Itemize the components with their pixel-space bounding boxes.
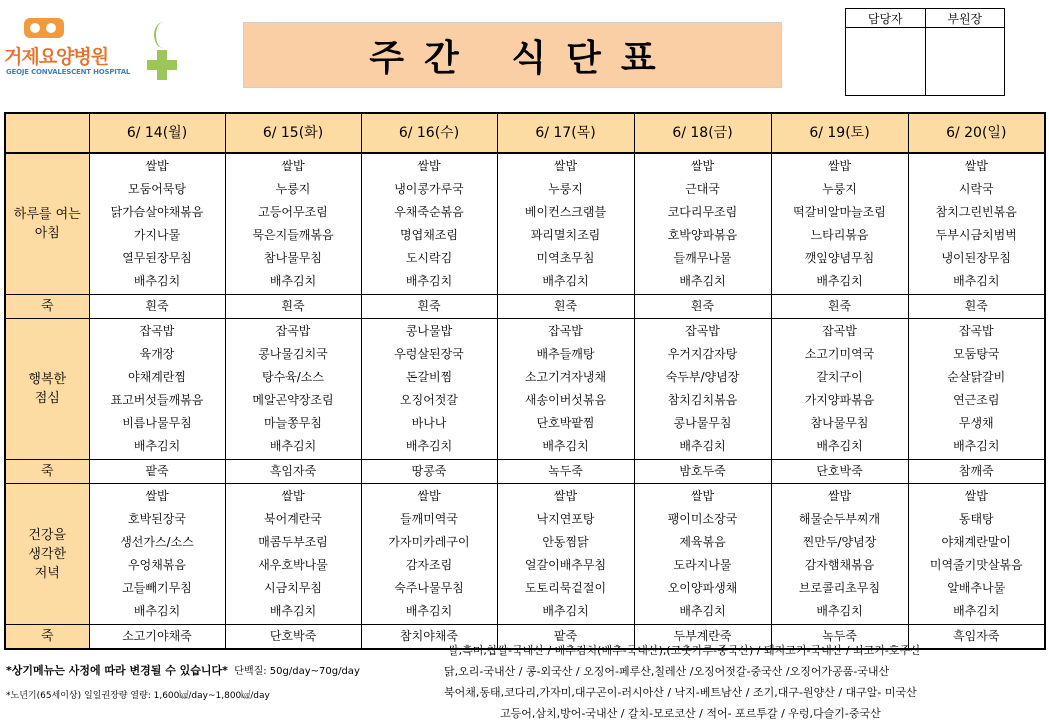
sprout-icon bbox=[154, 22, 172, 48]
dish-item: 도라지나물 bbox=[673, 558, 732, 572]
dish-item: 낙지연포탕 bbox=[536, 512, 595, 526]
dish-item: 배추김치 bbox=[953, 274, 1000, 288]
breakfast-juk-cell: 흰죽 bbox=[225, 295, 361, 319]
origin-line: 북어채,동태,코다리,가자미,대구곤이-러시아산 / 낙지-베트남산 / 조기,대구-원양산 / 대구알- 미국산 bbox=[444, 686, 917, 699]
dish-item: 우채죽순볶음 bbox=[394, 205, 464, 219]
dish-item: 쌀밥 bbox=[690, 489, 715, 503]
dish-item: 근대국 bbox=[685, 182, 720, 196]
dish-item: 동태탕 bbox=[958, 512, 994, 526]
dish-item: 도토리묵겉절이 bbox=[524, 581, 607, 595]
dish-item: 배추들깨탕 bbox=[536, 347, 595, 361]
dish-item: 배추김치 bbox=[953, 439, 1000, 453]
dinner-juk-label: 죽 bbox=[5, 625, 89, 650]
dish-item: 냉이콩가루국 bbox=[394, 182, 464, 196]
dish-item: 생선가스/소스 bbox=[120, 535, 194, 549]
dish-item: 배추김치 bbox=[269, 439, 317, 453]
dish-item: 누룽지 bbox=[275, 182, 311, 196]
breakfast-juk-row bbox=[5, 295, 1045, 319]
lunch-juk-cell: 팥죽 bbox=[89, 460, 225, 484]
dish-item: 쌀밥 bbox=[281, 489, 305, 503]
lunch-cell bbox=[634, 319, 771, 460]
dish-item: 참나물무침 bbox=[810, 416, 869, 430]
dish-item: 두부시금치범벅 bbox=[935, 228, 1017, 242]
dish-item: 비름나물무침 bbox=[122, 416, 192, 430]
lunch-label: 행복한 점심 bbox=[5, 319, 89, 460]
dish-item: 팽이미소장국 bbox=[667, 512, 738, 526]
dish-item: 냉이된장무침 bbox=[941, 251, 1012, 265]
dish-item: 야채계란말이 bbox=[941, 535, 1012, 549]
dish-item: 잡곡밥 bbox=[139, 324, 175, 338]
breakfast-cell bbox=[771, 153, 908, 295]
dish-item: 우렁살된장국 bbox=[394, 347, 464, 361]
dish-item: 찐만두/양념장 bbox=[802, 535, 877, 549]
dish-item: 미역줄기맛살볶음 bbox=[929, 558, 1023, 572]
dish-item: 가지양파볶음 bbox=[804, 393, 875, 407]
dish-item: 묵은지들깨볶음 bbox=[252, 228, 334, 242]
origin-line: 쌀,흑미,찹쌀-국내산 / 배추김치(배추-국내산),(고춧가루-중국산) / 돼지고기-국내산 / 쇠고기-호주산 bbox=[448, 644, 921, 657]
logo-name: 거제요양병원 bbox=[4, 46, 109, 68]
dinner-juk-cell: 녹두죽 bbox=[771, 625, 908, 650]
dish-item: 시금치무침 bbox=[264, 581, 322, 595]
dish-item: 모둠탕국 bbox=[953, 347, 1000, 361]
dish-item: 육개장 bbox=[139, 347, 175, 361]
dish-item: 배추김치 bbox=[816, 274, 863, 288]
dish-item: 잡곡밥 bbox=[548, 324, 583, 338]
lunch-row bbox=[5, 319, 1045, 460]
approval-label-manager: 담당자 bbox=[846, 9, 926, 28]
dish-item: 가자미카레구이 bbox=[388, 535, 470, 549]
dish-item: 참나물무침 bbox=[264, 251, 322, 265]
dish-item: 새송이버섯볶음 bbox=[524, 393, 607, 407]
dish-item: 바나나 bbox=[411, 416, 447, 430]
dish-item: 호박양파볶음 bbox=[667, 228, 738, 242]
dish-item: 고들빼기무침 bbox=[122, 581, 192, 595]
dish-item: 쌀밥 bbox=[964, 159, 988, 173]
dish-item: 잡곡밥 bbox=[958, 324, 994, 338]
dish-item: 배추김치 bbox=[542, 439, 589, 453]
dish-item: 순살닭갈비 bbox=[947, 370, 1006, 384]
dish-item: 명엽채조림 bbox=[400, 228, 458, 242]
dish-item: 안동찜닭 bbox=[542, 535, 589, 549]
dish-item: 쌀밥 bbox=[690, 159, 715, 173]
breakfast-row bbox=[5, 153, 1045, 295]
lunch-cell bbox=[361, 319, 497, 460]
origin-info bbox=[432, 640, 1047, 723]
dish-item: 배추김치 bbox=[405, 439, 453, 453]
dish-item: 배추김치 bbox=[679, 604, 726, 618]
dish-item: 쌀밥 bbox=[417, 489, 441, 503]
dish-item: 마늘쫑무침 bbox=[264, 416, 322, 430]
dish-item: 잡곡밥 bbox=[822, 324, 857, 338]
dish-item: 배추김치 bbox=[542, 604, 589, 618]
logo-mark-icon bbox=[24, 18, 64, 38]
dish-item: 돈갈비찜 bbox=[405, 370, 453, 384]
header-row bbox=[5, 113, 1045, 153]
dish-item: 단호박팥찜 bbox=[536, 416, 595, 430]
dish-item: 배추김치 bbox=[133, 439, 181, 453]
breakfast-cell bbox=[497, 153, 634, 295]
dish-item: 쌀밥 bbox=[281, 159, 305, 173]
lunch-juk-cell: 밤호두죽 bbox=[634, 460, 771, 484]
dish-item: 열무된장무침 bbox=[122, 251, 192, 265]
dish-item: 도시락김 bbox=[405, 251, 453, 265]
lunch-juk-cell: 흑임자죽 bbox=[225, 460, 361, 484]
dish-item: 시락국 bbox=[958, 182, 994, 196]
dinner-cell bbox=[497, 484, 634, 625]
weekly-menu-table bbox=[4, 112, 1046, 650]
dish-item: 잡곡밥 bbox=[275, 324, 311, 338]
dish-item: 콩나물밥 bbox=[405, 324, 453, 338]
dish-item: 들깨미역국 bbox=[400, 512, 458, 526]
lunch-juk-label: 죽 bbox=[5, 460, 89, 484]
dish-item: 배추김치 bbox=[405, 604, 453, 618]
breakfast-juk-label: 죽 bbox=[5, 295, 89, 319]
dish-item: 북어계란국 bbox=[264, 512, 322, 526]
dish-item: 베이컨스크램블 bbox=[524, 205, 607, 219]
dish-item: 표고버섯들깨볶음 bbox=[110, 393, 204, 407]
dish-item: 쌀밥 bbox=[827, 489, 852, 503]
dish-item: 숙주나물무침 bbox=[394, 581, 464, 595]
dish-item: 감자햄채볶음 bbox=[804, 558, 875, 572]
dish-item: 배추김치 bbox=[953, 604, 1000, 618]
dish-item: 탕수육/소스 bbox=[261, 370, 324, 384]
page-title: 주간 식단표 bbox=[369, 37, 676, 79]
approval-sign-manager[interactable] bbox=[846, 28, 926, 96]
lunch-juk-cell: 단호박죽 bbox=[771, 460, 908, 484]
dish-item: 꽈리멸치조림 bbox=[530, 228, 601, 242]
dish-item: 미역초무침 bbox=[536, 251, 595, 265]
logo-subtitle: GEOJE CONVALESCENT HOSPITAL bbox=[6, 68, 131, 76]
dish-item: 쌀밥 bbox=[417, 159, 441, 173]
header-corner bbox=[5, 113, 89, 153]
dish-item: 얼갈이배추무침 bbox=[524, 558, 607, 572]
dish-item: 감자조림 bbox=[405, 558, 453, 572]
dish-item: 배추김치 bbox=[405, 274, 453, 288]
dish-item: 연근조림 bbox=[953, 393, 1000, 407]
lunch-juk-cell: 참깨죽 bbox=[908, 460, 1045, 484]
dish-item: 떡갈비알마늘조림 bbox=[793, 205, 886, 219]
dish-item: 잡곡밥 bbox=[685, 324, 720, 338]
dish-item: 누룽지 bbox=[548, 182, 583, 196]
dish-item: 배추김치 bbox=[679, 274, 726, 288]
dinner-row bbox=[5, 484, 1045, 625]
dinner-juk-cell: 흑임자죽 bbox=[908, 625, 1045, 650]
lunch-cell bbox=[497, 319, 634, 460]
dinner-juk-cell: 소고기야채죽 bbox=[89, 625, 225, 650]
breakfast-cell bbox=[908, 153, 1045, 295]
page-title-banner bbox=[243, 22, 782, 88]
day-header: 6/ 15(화) bbox=[225, 113, 361, 153]
dish-item: 가지나물 bbox=[133, 228, 181, 242]
dinner-juk-cell: 두부계란죽 bbox=[634, 625, 771, 650]
dinner-juk-cell: 팥죽 bbox=[497, 625, 634, 650]
breakfast-juk-cell: 흰죽 bbox=[771, 295, 908, 319]
lunch-cell bbox=[225, 319, 361, 460]
breakfast-juk-cell: 흰죽 bbox=[361, 295, 497, 319]
dish-item: 해물순두부찌개 bbox=[798, 512, 881, 526]
dish-item: 우거지감자탕 bbox=[667, 347, 738, 361]
dish-item: 새우호박나물 bbox=[258, 558, 328, 572]
dish-item: 메알곤약장조림 bbox=[252, 393, 334, 407]
dinner-cell bbox=[771, 484, 908, 625]
lunch-cell bbox=[908, 319, 1045, 460]
breakfast-cell bbox=[89, 153, 225, 295]
day-header: 6/ 20(일) bbox=[908, 113, 1045, 153]
hospital-logo bbox=[4, 8, 184, 90]
approval-sign-vice-director[interactable] bbox=[925, 28, 1005, 96]
day-header: 6/ 17(목) bbox=[497, 113, 634, 153]
dish-item: 야채계란찜 bbox=[128, 370, 186, 384]
dish-item: 누룽지 bbox=[822, 182, 857, 196]
approval-box bbox=[845, 8, 1005, 96]
origin-line: 닭,오리-국내산 / 콩-외국산 / 오징어-페루산,칠레산 /오징어젓갈-중국산 /오징어가공품-국내산 bbox=[444, 665, 890, 678]
dish-item: 들깨무나물 bbox=[673, 251, 732, 265]
dish-item: 쌀밥 bbox=[553, 159, 578, 173]
day-header: 6/ 16(수) bbox=[361, 113, 497, 153]
dish-item: 갈치구이 bbox=[816, 370, 863, 384]
day-header: 6/ 19(토) bbox=[771, 113, 908, 153]
dinner-cell bbox=[634, 484, 771, 625]
lunch-cell bbox=[771, 319, 908, 460]
breakfast-juk-cell: 흰죽 bbox=[89, 295, 225, 319]
dish-item: 모둠어묵탕 bbox=[128, 182, 186, 196]
dinner-juk-cell: 참치야채죽 bbox=[361, 625, 497, 650]
dish-item: 배추김치 bbox=[816, 604, 863, 618]
dish-item: 소고기미역국 bbox=[804, 347, 875, 361]
change-notice: *상기메뉴는 사정에 따라 변경될 수 있습니다* bbox=[6, 664, 228, 677]
dish-item: 배추김치 bbox=[133, 604, 181, 618]
dish-item: 코다리무조림 bbox=[667, 205, 738, 219]
dish-item: 호박된장국 bbox=[128, 512, 186, 526]
origin-line: 고등어,삼치,방어-국내산 / 갈치-모로코산 / 적어- 포르투갈 / 우렁,다슬기-중국산 bbox=[500, 707, 881, 720]
dish-item: 알배추나물 bbox=[947, 581, 1006, 595]
dish-item: 무생채 bbox=[958, 416, 994, 430]
dish-item: 배추김치 bbox=[269, 274, 317, 288]
breakfast-juk-cell: 흰죽 bbox=[634, 295, 771, 319]
dish-item: 쌀밥 bbox=[553, 489, 578, 503]
dish-item: 배추김치 bbox=[816, 439, 863, 453]
dish-item: 배추김치 bbox=[542, 274, 589, 288]
dish-item: 소고기겨자냉채 bbox=[524, 370, 607, 384]
lunch-juk-row bbox=[5, 460, 1045, 484]
lunch-cell bbox=[89, 319, 225, 460]
dish-item: 닭가슴살야채볶음 bbox=[110, 205, 204, 219]
lunch-juk-cell: 녹두죽 bbox=[497, 460, 634, 484]
day-header: 6/ 18(금) bbox=[634, 113, 771, 153]
dish-item: 쌀밥 bbox=[145, 489, 169, 503]
breakfast-cell bbox=[634, 153, 771, 295]
breakfast-label: 하루를 여는 아침 bbox=[5, 153, 89, 295]
dish-item: 숙두부/양념장 bbox=[665, 370, 740, 384]
dish-item: 매콤두부조림 bbox=[258, 535, 328, 549]
dinner-label: 건강을 생각한 저녁 bbox=[5, 484, 89, 625]
dish-item: 참치그린빈볶음 bbox=[935, 205, 1017, 219]
breakfast-cell bbox=[361, 153, 497, 295]
dish-item: 배추김치 bbox=[269, 604, 317, 618]
dish-item: 쌀밥 bbox=[964, 489, 988, 503]
footer-note-change bbox=[6, 662, 360, 678]
medical-cross-icon bbox=[147, 50, 177, 80]
dish-item: 배추김치 bbox=[133, 274, 181, 288]
dish-item: 콩나물무침 bbox=[673, 416, 732, 430]
dish-item: 브로콜리초무침 bbox=[798, 581, 881, 595]
dinner-cell bbox=[908, 484, 1045, 625]
dinner-cell bbox=[225, 484, 361, 625]
breakfast-juk-cell: 흰죽 bbox=[497, 295, 634, 319]
dish-item: 고등어무조림 bbox=[258, 205, 328, 219]
dish-item: 쌀밥 bbox=[145, 159, 169, 173]
footer-note-calorie: *노년기(65세이상) 일일권장량 열량: 1,600㎉/day~1,800㎉/day bbox=[6, 691, 270, 701]
dish-item: 오징어젓갈 bbox=[400, 393, 458, 407]
protein-note: 단백질: 50g/day~70g/day bbox=[234, 666, 360, 677]
dish-item: 배추김치 bbox=[679, 439, 726, 453]
dinner-cell bbox=[89, 484, 225, 625]
lunch-juk-cell: 땅콩죽 bbox=[361, 460, 497, 484]
approval-label-vice-director: 부원장 bbox=[925, 9, 1005, 28]
dinner-cell bbox=[361, 484, 497, 625]
dish-item: 참치김치볶음 bbox=[667, 393, 738, 407]
dish-item: 제육볶음 bbox=[679, 535, 726, 549]
breakfast-juk-cell: 흰죽 bbox=[908, 295, 1045, 319]
dinner-juk-cell: 단호박죽 bbox=[225, 625, 361, 650]
dish-item: 우엉채볶음 bbox=[128, 558, 186, 572]
dish-item: 콩나물김치국 bbox=[258, 347, 328, 361]
dish-item: 오이양파생채 bbox=[667, 581, 738, 595]
day-header: 6/ 14(월) bbox=[89, 113, 225, 153]
dish-item: 쌀밥 bbox=[827, 159, 852, 173]
breakfast-cell bbox=[225, 153, 361, 295]
dish-item: 느타리볶음 bbox=[810, 228, 869, 242]
dish-item: 깻잎양념무침 bbox=[804, 251, 875, 265]
